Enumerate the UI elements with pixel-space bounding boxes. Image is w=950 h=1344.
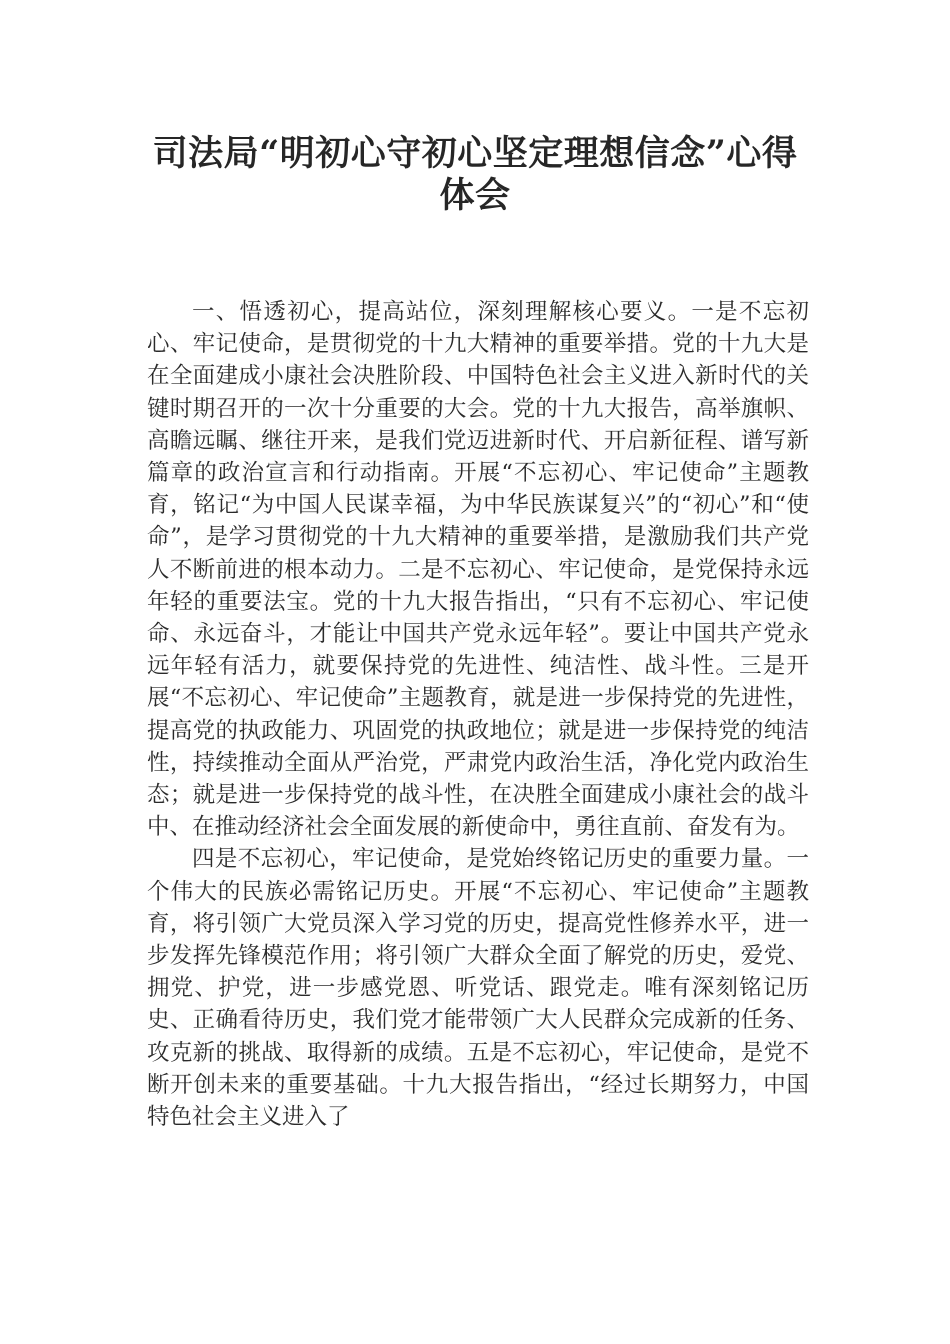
paragraph-2: 四是不忘初心，牢记使命，是党始终铭记历史的重要力量。一个伟大的民族必需铭记历史。开展“不忘初心、牢记使命”主题教育，将引领广大党员深入学习党的历史，提高党性修养水平，进一步发挥先锋模范作用；将引领广大群众全面了解党的历史，爱党、拥党、护党，进一步感党恩、听党话、跟党走。唯有深刻铭记历史、正确看待历史，我们党才能带领广大人民群众完成新的任务、攻克新的挑战、取得新的成绩。五是不忘初心，牢记使命，是党不断开创未来的重要基础。十九大报告指出，“经过长期努力，中国特色社会主义进入了 bbox=[147, 846, 809, 1131]
document-body bbox=[147, 296, 809, 1133]
document-title: 司法局“明初心守初心坚定理想信念”心得体会 bbox=[152, 133, 798, 216]
paragraph-1: 一、悟透初心，提高站位，深刻理解核心要义。一是不忘初心、牢记使命，是贯彻党的十九大精神的重要举措。党的十九大是在全面建成小康社会决胜阶段、中国特色社会主义进入新时代的关键时期召开的一次十分重要的大会。党的十九大报告，高举旗帜、高瞻远瞩、继往开来，是我们党迈进新时代、开启新征程、谱写新篇章的政治宣言和行动指南。开展“不忘初心、牢记使命”主题教育，铭记“为中国人民谋幸福，为中华民族谋复兴”的“初心”和“使命”，是学习贯彻党的十九大精神的重要举措，是激励我们共产党人不断前进的根本动力。二是不忘初心、牢记使命，是党保持永远年轻的重要法宝。党的十九大报告指出，“只有不忘初心、牢记使命、永远奋斗，才能让中国共产党永远年轻”。要让中国共产党永远年轻有活力，就要保持党的先进性、纯洁性、战斗性。三是开展“不忘初心、牢记使命”主题教育，就是进一步保持党的先进性，提高党的执政能力、巩固党的执政地位；就是进一步保持党的纯洁性，持续推动全面从严治党，严肃党内政治生活，净化党内政治生态；就是进一步保持党的战斗性，在决胜全面建成小康社会的战斗中、在推动经济社会全面发展的新使命中，勇往直前、奋发有为。 bbox=[147, 299, 809, 841]
